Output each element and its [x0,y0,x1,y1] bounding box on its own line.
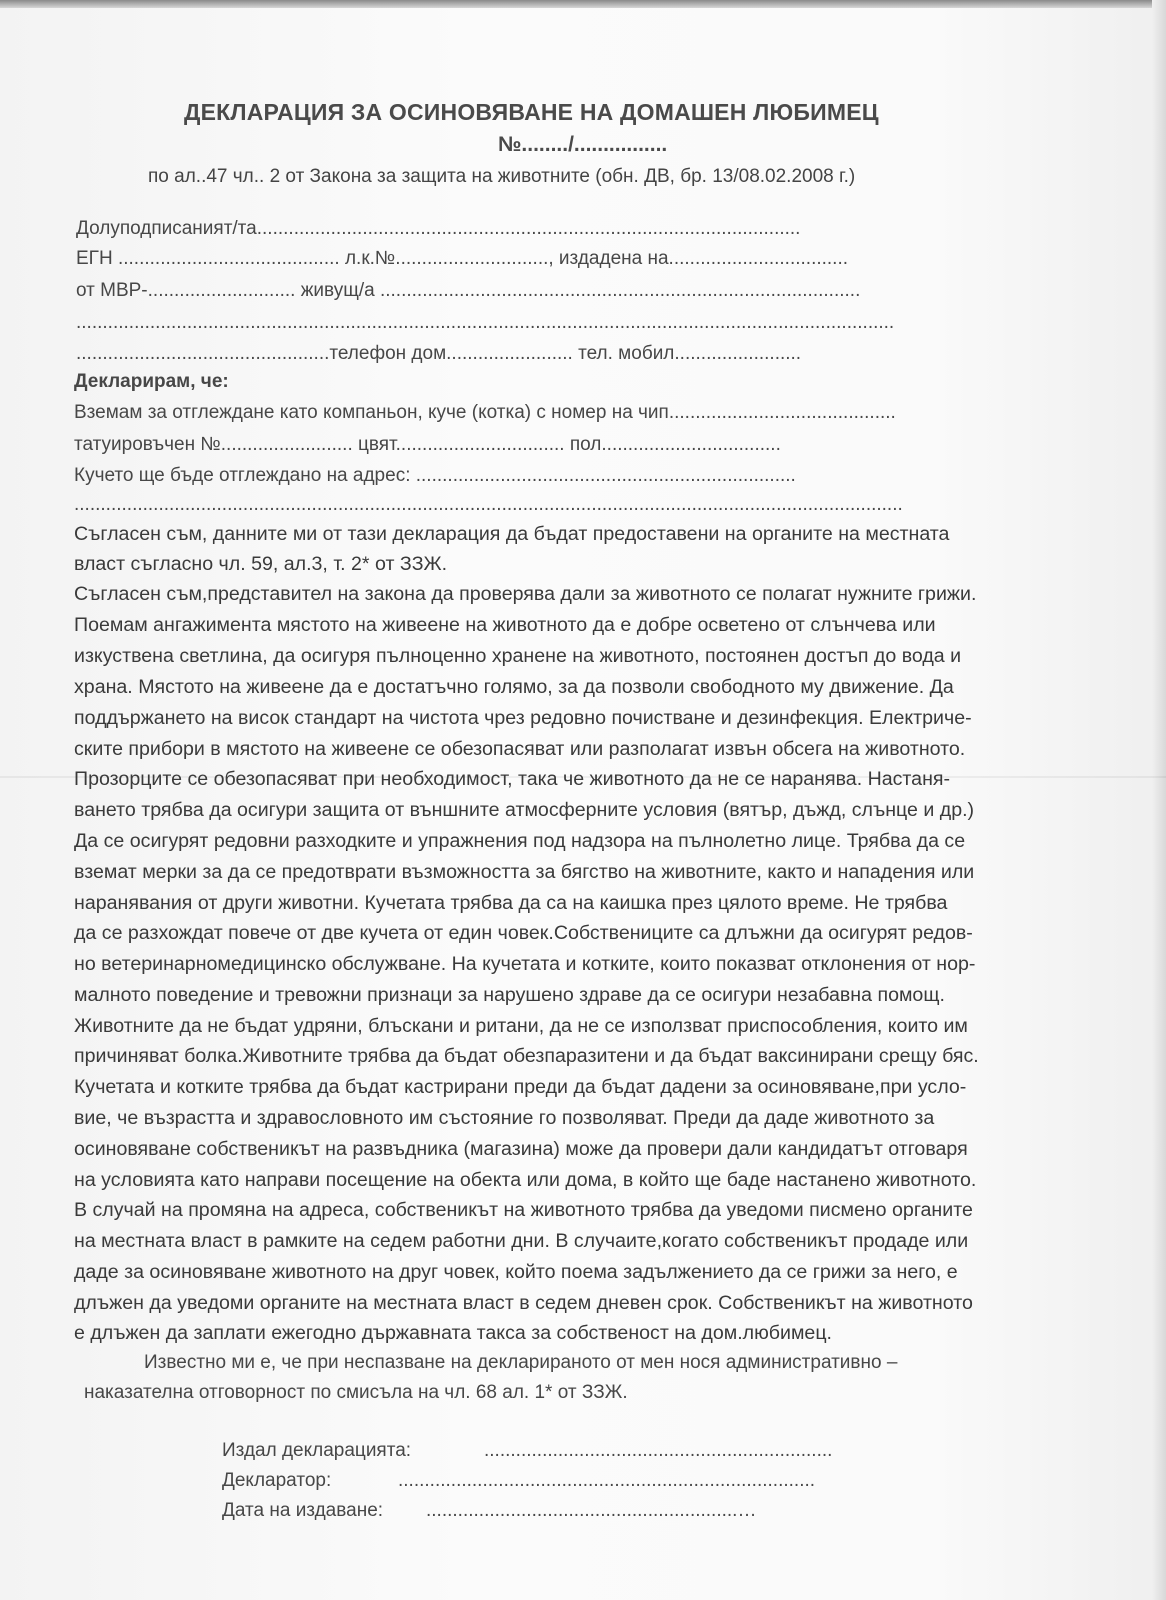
signature-label-declarant: Декларатор: [222,1470,332,1491]
body-line: власт съгласно чл. 59, ал.3, т. 2* от ЗЗЖ. [74,553,448,575]
declare-line-keeping-address: Кучето ще бъде отглеждано на адрес: ........................................................................ [74,465,796,486]
body-line: ските прибори в мястото на живеене се обезопасяват или разполагат извън обсега на животното. [74,738,966,760]
scan-right-edge [1152,0,1166,1600]
body-line: вземат мерки за да се предотврати възможността за бягство на животните, както и нападения или [74,861,975,883]
body-line: да се разхождат повече от две кучета от един човек.Собствениците са длъжни да осигурят редов- [74,922,973,944]
declare-line-address-cont: ............................................................................................................................................................. [74,494,903,515]
body-line: вие, че възрастта и здравословното им състояние го позволяват. Преди да даде животното за [74,1107,935,1129]
form-line-address: от МВР-............................ живущ/а ........................................................................................... [76,280,861,301]
body-line: Съгласен съм, данните ми от тази декларация да бъдат предоставени на органите на местната [74,523,950,545]
body-line: малното поведение и тревожни признаци за нарушено здраве да се осигури незабавна помощ. [74,984,945,1006]
signature-line-issuer: .................................................................. [484,1440,833,1461]
body-line: Да се осигурят редовни разходките и упражнения под надзора на пълнолетно лице. Трябва да се [74,830,966,852]
declare-line-tattoo: татуировъчен №......................... цвят................................ пол.................................. [74,434,781,455]
body-line: поддържането на висок стандарт на чистота чрез редовно почистване и дезинфекция. Електриче- [74,707,972,729]
body-line: изкуствена светлина, да осигуря пълноценно хранене на животното, постоянен достъп до вода и [74,645,962,667]
body-line: на условията като направи посещение на обекта или дома, в който ще баде настанено животното. [74,1169,977,1191]
document-title: ДЕКЛАРАЦИЯ ЗА ОСИНОВЯВАНЕ НА ДОМАШЕН ЛЮБИМЕЦ [184,99,879,125]
liability-statement-line: наказателна отговорност по смисъла на чл. 68 ал. 1* от ЗЗЖ. [84,1382,628,1403]
body-line: Поемам ангажимента мястото на живеене на животното да е добре осветено от слънчева или [74,614,936,636]
body-line: осиновяване собственикът на развъдника (магазина) може да провери дали кандидатът отговаря [74,1138,968,1160]
form-line-phones: ................................................телефон дом........................ тел. мобил........................ [76,343,802,364]
body-line: Животните да не бъдат удряни, блъскани и ритани, да не се използват приспособления, които им [74,1015,968,1037]
form-line-declarant: Долуподписаният/та....................................................................................................... [76,218,801,239]
form-line-egn: ЕГН .......................................... л.к.№............................., издадена на.................................. [76,248,849,269]
body-line: е длъжен да заплати ежегодно държавната такса за собственост на дом.любимец. [74,1322,832,1344]
body-line: наранявания от други животни. Кучетата трябва да са на каишка през цялото време. Не трябва [74,892,948,914]
body-line: В случай на промяна на адреса, собственикът на животното трябва да уведоми писмено органите [74,1199,973,1221]
signature-line-declarant: ............................................................................... [398,1470,816,1491]
signature-label-issuer: Издал декларацията: [222,1440,412,1461]
body-line: Съгласен съм,представител на закона да проверява дали за животното се полагат нужните грижи. [74,583,977,605]
body-line: причиняват болка.Животните трябва да бъдат обезпаразитени и да бъдат ваксинирани срещу бяс. [74,1045,979,1067]
body-line: на местната власт в рамките на седем работни дни. В случаите,когато собственикът продаде или [74,1230,969,1252]
body-line: но ветеринарномедицинско обслужване. На кучетата и котките, които показват отклонения от нор- [74,953,976,975]
form-line-address-cont: ........................................................................................................................................................... [76,312,895,333]
scan-top-edge [0,0,1166,8]
declare-line-chip: Вземам за отглеждане като компаньон, куче (котка) с номер на чип........................................... [74,402,896,423]
body-line: Прозорците се обезопасяват при необходимост, така че животното да не се наранява. Настаня- [74,768,951,790]
body-line: длъжен да уведоми органите на местната власт в седем дневен срок. Собственикът на животното [74,1292,973,1314]
body-line: храна. Мястото на живеене да е достатъчно голямо, за да позволи свободното му движение. Да [74,676,954,698]
liability-statement-line: Известно ми е, че при неспазване на декларираното от мен нося административно – [144,1352,898,1373]
body-line: Кучетата и котките трябва да бъдат кастрирани преди да бъдат дадени за осиновяване,при усло- [74,1076,967,1098]
legal-basis: по ал..47 чл.. 2 от Закона за защита на животните (обн. ДВ, бр. 13/08.02.2008 г.) [148,166,856,187]
signature-line-date: ...........................................................… [426,1500,757,1521]
document-number: №......../................ [498,133,668,156]
body-line: даде за осиновяване животното на друг човек, който поема задължението да се грижи за него, е [74,1261,958,1283]
signature-label-date: Дата на издаване: [222,1500,384,1521]
declare-heading: Декларирам, че: [74,371,229,392]
body-line: ването трябва да осигури защита от външните атмосферните условия (вятър, дъжд, слънце и др.) [74,799,975,821]
